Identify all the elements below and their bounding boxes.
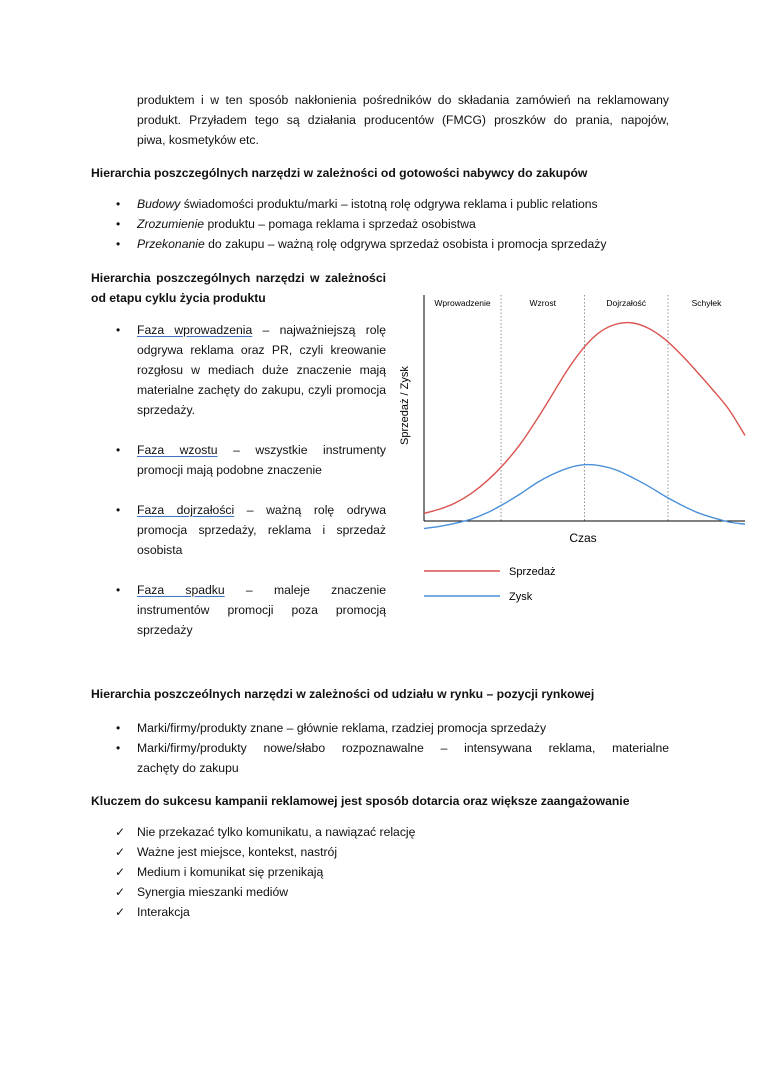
section4-heading: Kluczem do sukcesu kampanii reklamowej jest sposób dotarcia oraz większe zaangażowanie — [91, 794, 630, 808]
section1-item-3: Przekonanie do zakupu – ważną rolę odgrywa sprzedaż osobista i promocja sprzedaży — [137, 237, 607, 251]
phase-label-4: Schyłek — [691, 298, 722, 308]
section3-item-1: Marki/firmy/produkty znane – głównie reklama, rzadziej promocja sprzedaży — [137, 721, 547, 735]
checkmark-icon: ✓ — [115, 885, 126, 899]
section4-item-1: Nie przekazać tylko komunikatu, a nawiązać relację — [137, 825, 416, 839]
product-life-cycle-chart — [395, 285, 750, 615]
section1-item-2: Zrozumienie produktu – pomaga reklama i sprzedaż osobistwa — [137, 217, 476, 231]
bullet-dot: • — [116, 197, 121, 211]
phase-item-lead: Faza wzostu – wszystkie instrumenty — [137, 443, 386, 457]
bullet-dot: • — [116, 741, 121, 755]
section3-item-2-line1: Marki/firmy/produkty nowe/słabo rozpoznawalne – intensywana reklama, materialne — [137, 741, 669, 755]
section2-heading-line1: Hierarchia poszczególnych narzędzi w zależności — [91, 271, 386, 285]
checkmark-icon: ✓ — [115, 825, 126, 839]
section4-item-3: Medium i komunikat się przenikają — [137, 865, 324, 879]
phase-item-lead: Faza spadku – maleje znaczenie — [137, 583, 386, 597]
x-axis-label: Czas — [569, 531, 597, 545]
bullet-dot: • — [116, 503, 121, 517]
legend-label-sprzedaz: Sprzedaż — [509, 566, 556, 578]
phase-item-growth: Faza wzostu – wszystkie instrumenty promocji mają podobne znaczenie — [137, 440, 386, 480]
bullet-dot: • — [116, 443, 121, 457]
phase-item-introduction: Faza wprowadzenia – najważniejszą rolę odgrywa reklama oraz PR, czyli kreowanie rozgłosu w mediach duże znaczenie mają materialne zachęty do zakupu, czyli promocja sprzedaży. — [137, 320, 386, 420]
section1-heading: Hierarchia poszczególnych narzędzi w zależności od gotowości nabywcy do zakupów — [91, 166, 588, 180]
section2-heading-line2: od etapu cyklu życia produktu — [91, 291, 266, 305]
phase-label-2: Wzrost — [529, 298, 556, 308]
phase-label-3: Dojrzałość — [606, 298, 647, 308]
phase-label-1: Wprowadzenie — [434, 298, 491, 308]
bullet-dot: • — [116, 721, 121, 735]
intro-line-2: produkt. Przyładem tego są działania producentów (FMCG) proszków do prania, napojów, — [137, 113, 669, 127]
intro-line-3: piwa, kosmetyków etc. — [137, 133, 259, 147]
section3-heading: Hierarchia poszczeólnych narzędzi w zależności od udziału w rynku – pozycji rynkowej — [91, 687, 595, 701]
legend-label-zysk: Zysk — [509, 591, 533, 603]
section4-item-4: Synergia mieszanki mediów — [137, 885, 289, 899]
checkmark-icon: ✓ — [115, 905, 126, 919]
section4-item-2: Ważne jest miejsce, kontekst, nastrój — [137, 845, 338, 859]
checkmark-icon: ✓ — [115, 845, 126, 859]
phase-item-maturity: Faza dojrzałości – ważną rolę odrywa promocja sprzedaży, reklama i sprzedaż osobista — [137, 500, 386, 560]
bullet-dot: • — [116, 583, 121, 597]
intro-line-1: produktem i w ten sposób nakłonienia pośredników do składania zamówień na reklamowany — [137, 93, 669, 107]
checkmark-icon: ✓ — [115, 865, 126, 879]
section1-item-1: Budowy świadomości produktu/marki – istotną rolę odgrywa reklama i public relations — [137, 197, 598, 211]
bullet-dot: • — [116, 323, 121, 337]
bullet-dot: • — [116, 237, 121, 251]
section3-item-2-line2: zachęty do zakupu — [137, 761, 239, 775]
phase-item-lead: Faza wprowadzenia – najważniejszą rolę — [137, 323, 387, 337]
section4-item-5: Interakcja — [137, 905, 190, 919]
bullet-dot: • — [116, 217, 121, 231]
y-axis-label: Sprzedaż / Zysk — [399, 366, 411, 445]
phase-item-decline: Faza spadku – maleje znaczenie instrumentów promocji poza promocją sprzedaży — [137, 580, 386, 640]
phase-item-lead: Faza dojrzałości – ważną rolę odrywa — [137, 503, 387, 517]
